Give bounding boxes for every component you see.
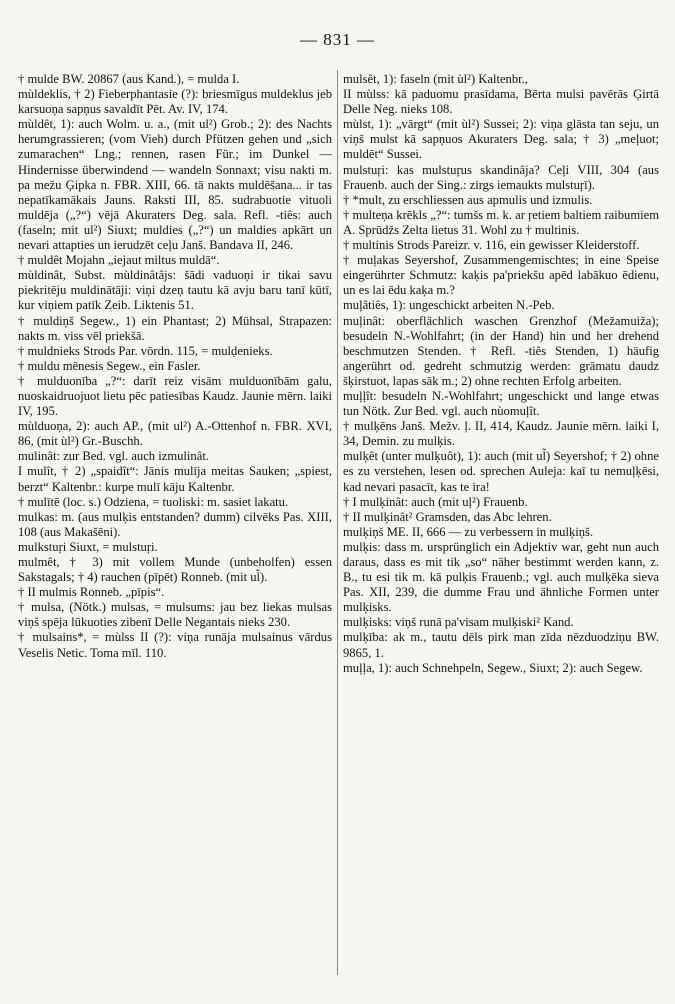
dictionary-entry: † mulduonība „?“: darīt reiz visām mulduonībām galu, nuoskaidruojuot lietu pēc patiesības Kaudz. Jaunie mērn. laiki IV, 195.	[18, 373, 332, 419]
dictionary-entry: mùldêt, 1): auch Wolm. u. a., (mit ul²) Grob.; 2): des Nachts herumgrassieren; (vom Vieh) durch Pfützen gehen und „sich zumarachen“ Lng.; rennen, rasen Für.; im Dunkel — Hindernisse überwindend — wandeln Sonnaxt; visu nakti m. pa mežu Ģipka n. FBR. XIII, 66. tā nakts muldēšana... ir tas nepatīkamākais Jauns. Raksti III, 85. sudrabuotie vituoli muldēja („?“) vējā Akuraters Deg. sala. Refl. -tiês: auch (faseln; mit ul²) Siuxt; muldies („?“) un maldies apkārt un nevari attapties un ierudzēt ceļu Janš. Bandava II, 246.	[18, 117, 332, 253]
dictionary-entry: mulmêt, † 3) mit vollem Munde (unbeholfen) essen Sakstagals; † 4) rauchen (pīpēt) Ronneb. (mit ul̃).	[18, 555, 332, 585]
dictionary-entry: muļļît: besudeln N.-Wohlfahrt; ungeschickt und lange etwas tun Nötk. Zur Bed. vgl. auch nùomuļît.	[343, 388, 659, 419]
dictionary-entry: mulkas: m. (aus mulķis entstanden? dumm) cilvēks Pas. XIII, 108 (aus Makašēni).	[18, 509, 332, 539]
dictionary-entry: † *mult, zu erschliessen aus apmulis und izmulis.	[343, 192, 593, 207]
dictionary-entry: mulķiņš ME. II, 666 — zu verbessern in mulķiņš.	[343, 524, 594, 539]
dictionary-entry: mulķība: ak m., tautu dēls pirk man zīda nēzduodziņu BW. 9865, 1.	[343, 630, 659, 660]
dictionary-entry: † muldiņš Segew., 1) ein Phantast; 2) Mühsal, Strapazen: nakts m. viss vēl priekšā.	[18, 313, 332, 343]
dictionary-entry: mulsêt, 1): faseln (mit ùl²) Kaltenbr.,	[343, 72, 528, 86]
dictionary-entry: † muldu mēnesis Segew., ein Fasler.	[18, 358, 201, 373]
dictionary-entry: † mulķēns Janš. Mežv. ļ. II, 414, Kaudz. Jaunie mērn. laiki I, 34, Demin. zu mulķis.	[343, 419, 659, 449]
dictionary-entry: mulkstuŗi Siuxt, = mulstuŗi.	[18, 539, 158, 554]
dictionary-entry: mùldinât, Subst. mùldinâtâjs: šādi vaduoņi ir tikai savu piekritēju muldinātāji: viņi dzeņ tautu kā avju baru tanī kūtī, kur viņiem patīk Zeib. Liktenis 51.	[18, 268, 332, 313]
right-column	[343, 72, 659, 676]
dictionary-entry: mulķisks: viņš runā pa'visam mulķiski² Kand.	[343, 615, 574, 630]
dictionary-entry: I mulît, † 2) „spaidît“: Jānis mulīja meitas Sauken; „spiest, berzt“ Kaltenbr.: kurpe mulī kāju Kaltenbr.	[18, 464, 332, 494]
dictionary-entry: † mulītē (loc. s.) Odziena, = tuoliski: m. sasiet lakatu.	[18, 494, 289, 509]
dictionary-entry: muļâtiês, 1): ungeschickt arbeiten N.-Peb.	[343, 298, 555, 313]
dictionary-entry: mulķêt (unter mulķuôt), 1): auch (mit ul̃) Seyershof; † 2) ohne es zu verstehen, lesen od. sprechen Auleja: kaī tu nemuļķēsi, kad nevari pasacīt, kas te ira!	[343, 449, 659, 494]
dictionary-entry: † II mulmis Ronneb. „pīpis“.	[18, 585, 165, 600]
dictionary-entry: mùldeklis, † 2) Fieberphantasie (?): briesmīgus muldeklus jeb karsuoņa sapņus savaldīt Pēt. Av. IV, 174.	[18, 87, 332, 117]
left-column	[18, 72, 332, 661]
dictionary-entry: † II mulķinât² Gramsden, das Abc lehren.	[343, 509, 552, 524]
dictionary-entry: † I mulķinât: auch (mit uļ²) Frauenb.	[343, 494, 528, 509]
dictionary-entry: II mùlss: kā paduomu prasīdama, Bērta mulsi pavērās Ģirtā Delle Neg. nieks 108.	[343, 87, 659, 117]
dictionary-entry: mùlduoņa, 2): auch AP., (mit ul²) A.-Ottenhof n. FBR. XVI, 86, (mit ùl²) Gr.-Buschh.	[18, 419, 332, 449]
dictionary-entry: † mulsains*, = mùlss II (?): viņa runāja mulsainus vārdus Veselis Netic. Toma mīl. 110.	[18, 630, 332, 660]
dictionary-entry: † muļakas Seyershof, Zusammengemischtes; in eine Speise eingerührter Schmutz: kaķis pa'priekšu apēd labākuo ēdienu, un es lai ēdu kaķa m.?	[343, 253, 659, 298]
dictionary-entry: mulstuŗi: kas mulstuŗus skandinâja? Ceļi VIII, 304 (aus Frauenb. auch der Sing.: zirgs iemaukts mulstuŗī).	[343, 162, 659, 192]
dictionary-entry: mùlst, 1): „vārgt“ (mit ùl²) Sussei; 2): viņa glāsta tan seju, un viņš mulst kā sapņuos Akuraters Deg. sala; † 3) „meļuot; muldēt“ Sussei.	[343, 117, 659, 162]
dictionary-entry: † muldêt Mojahn „iejaut miltus muldā“.	[18, 253, 220, 268]
dictionary-entry: mulķis: dass m. ursprünglich ein Adjektiv war, geht nun auch daraus, dass es mit tik „so“ näher bestimmt werden kann, z. B., tu esi tik m. kā pulķis Frauenb.; vgl. auch mulķēka sieva Pas. XII, 239, die dumme Frau und ähnliche Formen unter mulķisks.	[343, 539, 659, 615]
dictionary-entry: † mulde BW. 20867 (aus Kand.), = mulda I.	[18, 72, 240, 86]
dictionary-entry: † multinis Strods Pareizr. v. 116, ein gewisser Kleiderstoff.	[343, 238, 640, 253]
dictionary-entry: muļinât: oberflächlich waschen Grenzhof (Mežamuiža); besudeln N.-Wohlfahrt; (in der Hand) hin und her drehend beschmutzen Stenden. † Refl. -tiês Stenden, 1) häufig angerührt od. gedreht schmutzig werden: grāmatu daudz šķirstuot, lapas sāk m.; 2) ohne rechten Erfolg arbeiten.	[343, 313, 659, 388]
dictionary-entry: † multeņa krēkls „?“: tumšs m. k. ar ŗetiem baltiem raibumiem A. Sprūdžs Zelta lietus 31. Wohl zu † multinis.	[343, 207, 659, 237]
dictionary-entry: muļļa, 1): auch Schnehpeln, Segew., Siuxt; 2): auch Segew.	[343, 660, 643, 675]
dictionary-entry: † mulsa, (Nötk.) mulsas, = mulsums: jau bez liekas mulsas viņš spēja lūkuoties zibenī Delle Negantais nieks 230.	[18, 600, 332, 630]
dictionary-entry: † muldnieks Strods Par. vōrdn. 115, = mulḍenieks.	[18, 343, 273, 358]
dictionary-entry: mulinât: zur Bed. vgl. auch izmulinât.	[18, 449, 209, 464]
column-divider	[337, 70, 338, 975]
page-number: — 831 —	[300, 30, 375, 49]
